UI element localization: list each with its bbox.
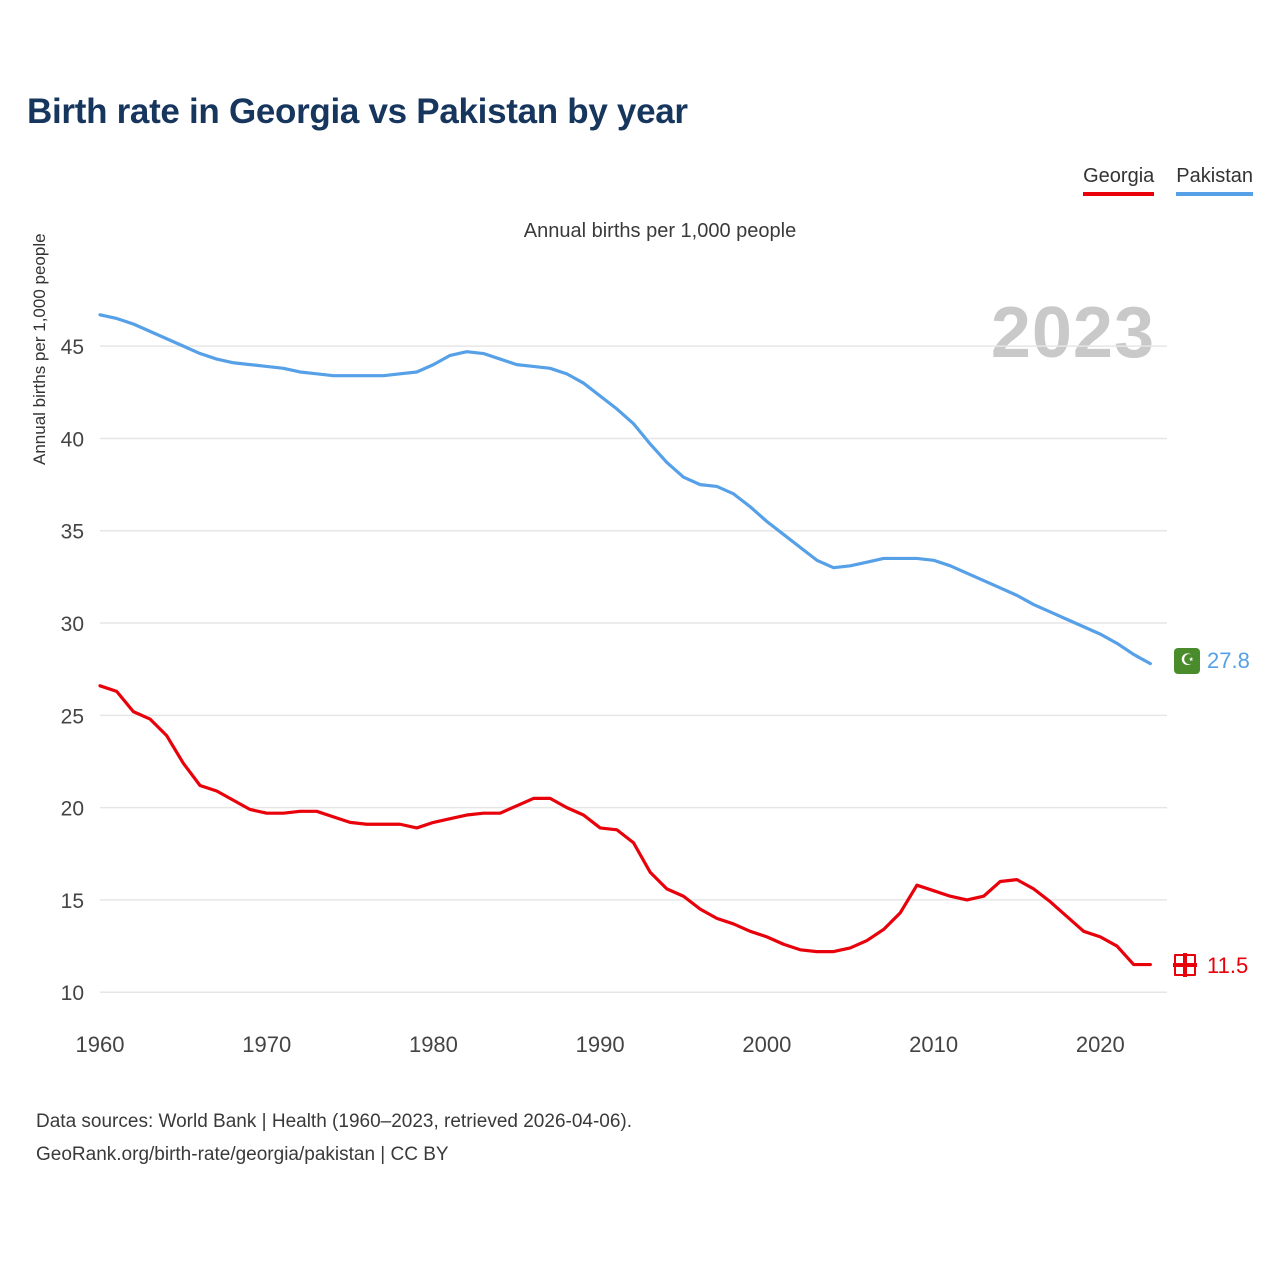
y-tick-label: 25 — [60, 705, 84, 729]
y-tick-label: 35 — [60, 520, 84, 544]
flag-dot-tr — [1185, 954, 1196, 965]
y-tick-label: 10 — [60, 982, 84, 1006]
y-tick-label: 15 — [60, 889, 84, 913]
pakistan-flag-icon — [1174, 648, 1200, 674]
x-tick-label: 2000 — [742, 1032, 792, 1057]
y-tick-label: 45 — [60, 336, 84, 360]
footer-attribution: GeoRank.org/birth-rate/georgia/pakistan | CC BY — [36, 1144, 449, 1166]
end-value-pakistan: 27.8 — [1207, 648, 1250, 673]
legend-item-georgia[interactable]: Georgia — [1083, 166, 1154, 196]
y-tick-label: 20 — [60, 797, 84, 821]
current-year-watermark: 2023 — [990, 293, 1155, 373]
series-line-georgia — [100, 686, 1150, 965]
page-title: Birth rate in Georgia vs Pakistan by year — [27, 92, 688, 131]
flag-dot-tl — [1174, 954, 1185, 965]
x-tick-label: 1960 — [75, 1032, 125, 1057]
y-axis-ticks — [61, 336, 84, 1005]
y-axis-label: Annual births per 1,000 people — [30, 233, 49, 465]
x-tick-label: 1970 — [242, 1032, 292, 1057]
footer — [36, 1105, 632, 1172]
gridlines — [100, 346, 1167, 992]
y-tick-label: 40 — [60, 428, 84, 452]
chart-subtitle: Annual births per 1,000 people — [523, 220, 797, 242]
x-tick-label: 1980 — [408, 1032, 458, 1057]
flag-dot-br — [1185, 965, 1196, 976]
crescent-icon: ☪ — [1180, 652, 1195, 669]
y-tick-label: 30 — [60, 613, 84, 637]
x-tick-label: 2020 — [1075, 1032, 1125, 1057]
footer-sources: Data sources: World Bank | Health (1960–2023, retrieved 2026-04-06). — [36, 1111, 633, 1132]
x-tick-label: 1990 — [575, 1032, 625, 1057]
flag-dot-bl — [1174, 965, 1185, 976]
end-value-georgia: 11.5 — [1207, 953, 1249, 978]
x-axis-ticks — [76, 1032, 1125, 1057]
series-line-pakistan — [100, 315, 1150, 664]
georgia-flag-icon — [1172, 952, 1198, 978]
x-tick-label: 2010 — [909, 1032, 959, 1057]
legend-item-pakistan[interactable]: Pakistan — [1176, 166, 1253, 196]
